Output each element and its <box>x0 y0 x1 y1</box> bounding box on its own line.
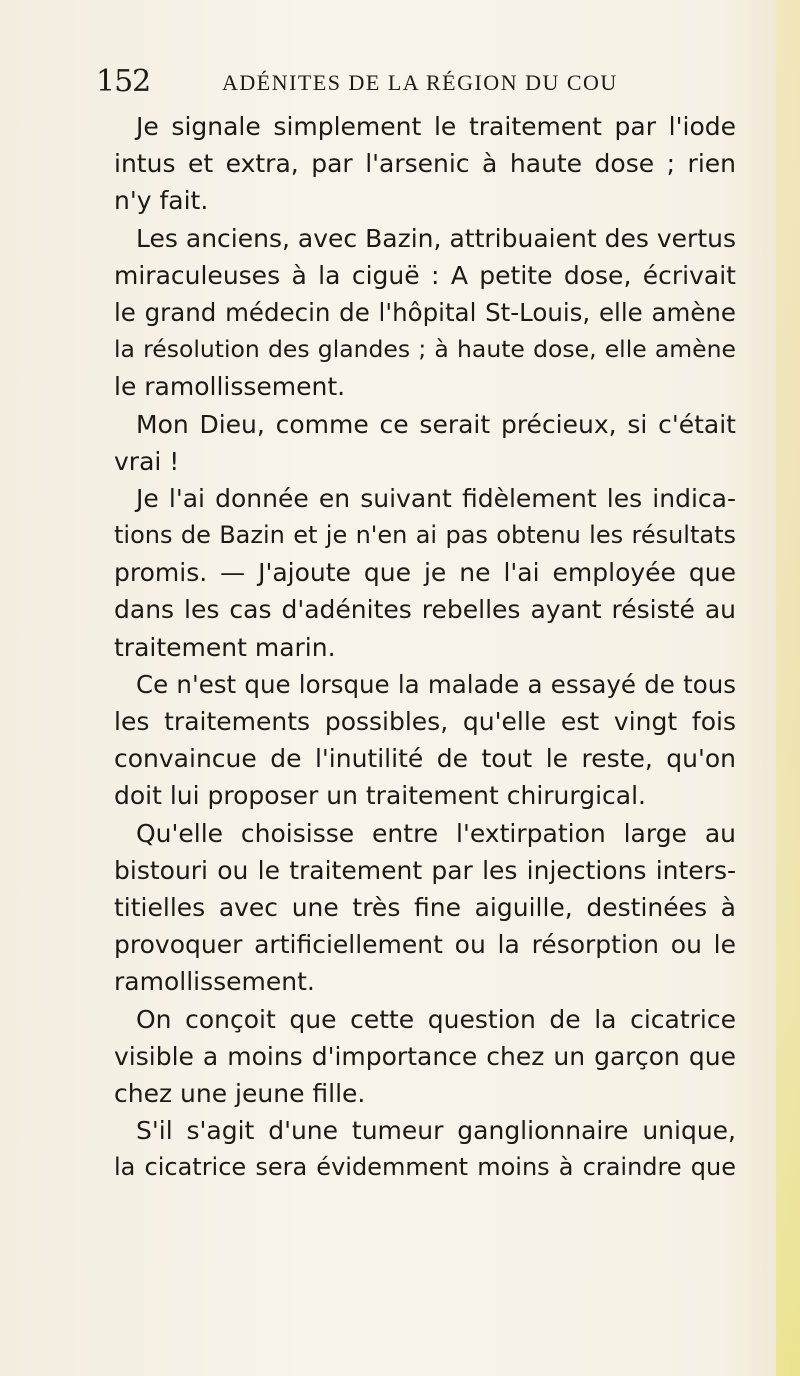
text-line: visible a moins d'importance chez un garçon que <box>114 1041 736 1071</box>
text-line: vrai ! <box>114 446 180 476</box>
text-line: dans les cas d'adénites rebelles ayant résisté au <box>114 595 736 625</box>
text-line: Mon Dieu, comme ce serait précieux, si c'était <box>136 409 736 439</box>
text-line: Ce n'est que lorsque la malade a essayé de tous <box>136 669 736 699</box>
text-line: convaincue de l'inutilité de tout le reste, qu'on <box>114 744 736 774</box>
text-line: Les anciens, avec Bazin, attribuaient des vertus <box>136 223 736 253</box>
text-line: traitement marin. <box>114 632 336 662</box>
text-line: Je signale simplement le traitement par l'iode <box>136 112 736 141</box>
text-line: Je l'ai donnée en suivant fidèlement les indica- <box>136 483 736 513</box>
text-line: bistouri ou le traitement par les injections inters- <box>114 855 736 885</box>
text-line: S'il s'agit d'une tumeur ganglionnaire unique, <box>136 1116 736 1146</box>
text-line: la cicatrice sera évidemment moins à craindre que <box>114 1153 736 1182</box>
body-text <box>114 108 736 1186</box>
text-line: le ramollissement. <box>114 372 346 402</box>
text-line: doit lui proposer un traitement chirurgical. <box>114 781 646 811</box>
text-line: provoquer artificiellement ou la résorption ou le <box>114 930 736 960</box>
text-line: le grand médecin de l'hôpital St-Louis, elle amène <box>114 297 736 327</box>
text-line: chez une jeune fille. <box>114 1078 366 1108</box>
text-line: intus et extra, par l'arsenic à haute dose ; rien <box>114 149 736 179</box>
page-number: 152 <box>96 64 151 99</box>
text-line: Qu'elle choisisse entre l'extirpation large au <box>136 818 736 848</box>
text-line: On conçoit que cette question de la cicatrice <box>136 1004 736 1034</box>
running-head <box>96 64 756 104</box>
running-head-title: ADÉNITES DE LA RÉGION DU COU <box>222 70 618 95</box>
text-line: les traitements possibles, qu'elle est vingt fois <box>114 707 736 736</box>
text-line: titielles avec une très fine aiguille, destinées à <box>114 892 736 922</box>
text-line: la résolution des glandes ; à haute dose, elle amène <box>114 335 736 364</box>
text-line: tions de Bazin et je n'en ai pas obtenu les résultats <box>114 521 736 550</box>
text-line: ramollissement. <box>114 967 315 997</box>
text-line: n'y fait. <box>114 186 209 216</box>
page-edge-shadow <box>776 0 800 1376</box>
text-line: miraculeuses à la ciguë : A petite dose, écrivait <box>114 260 736 290</box>
text-line: promis. — J'ajoute que je ne l'ai employée que <box>114 558 736 588</box>
